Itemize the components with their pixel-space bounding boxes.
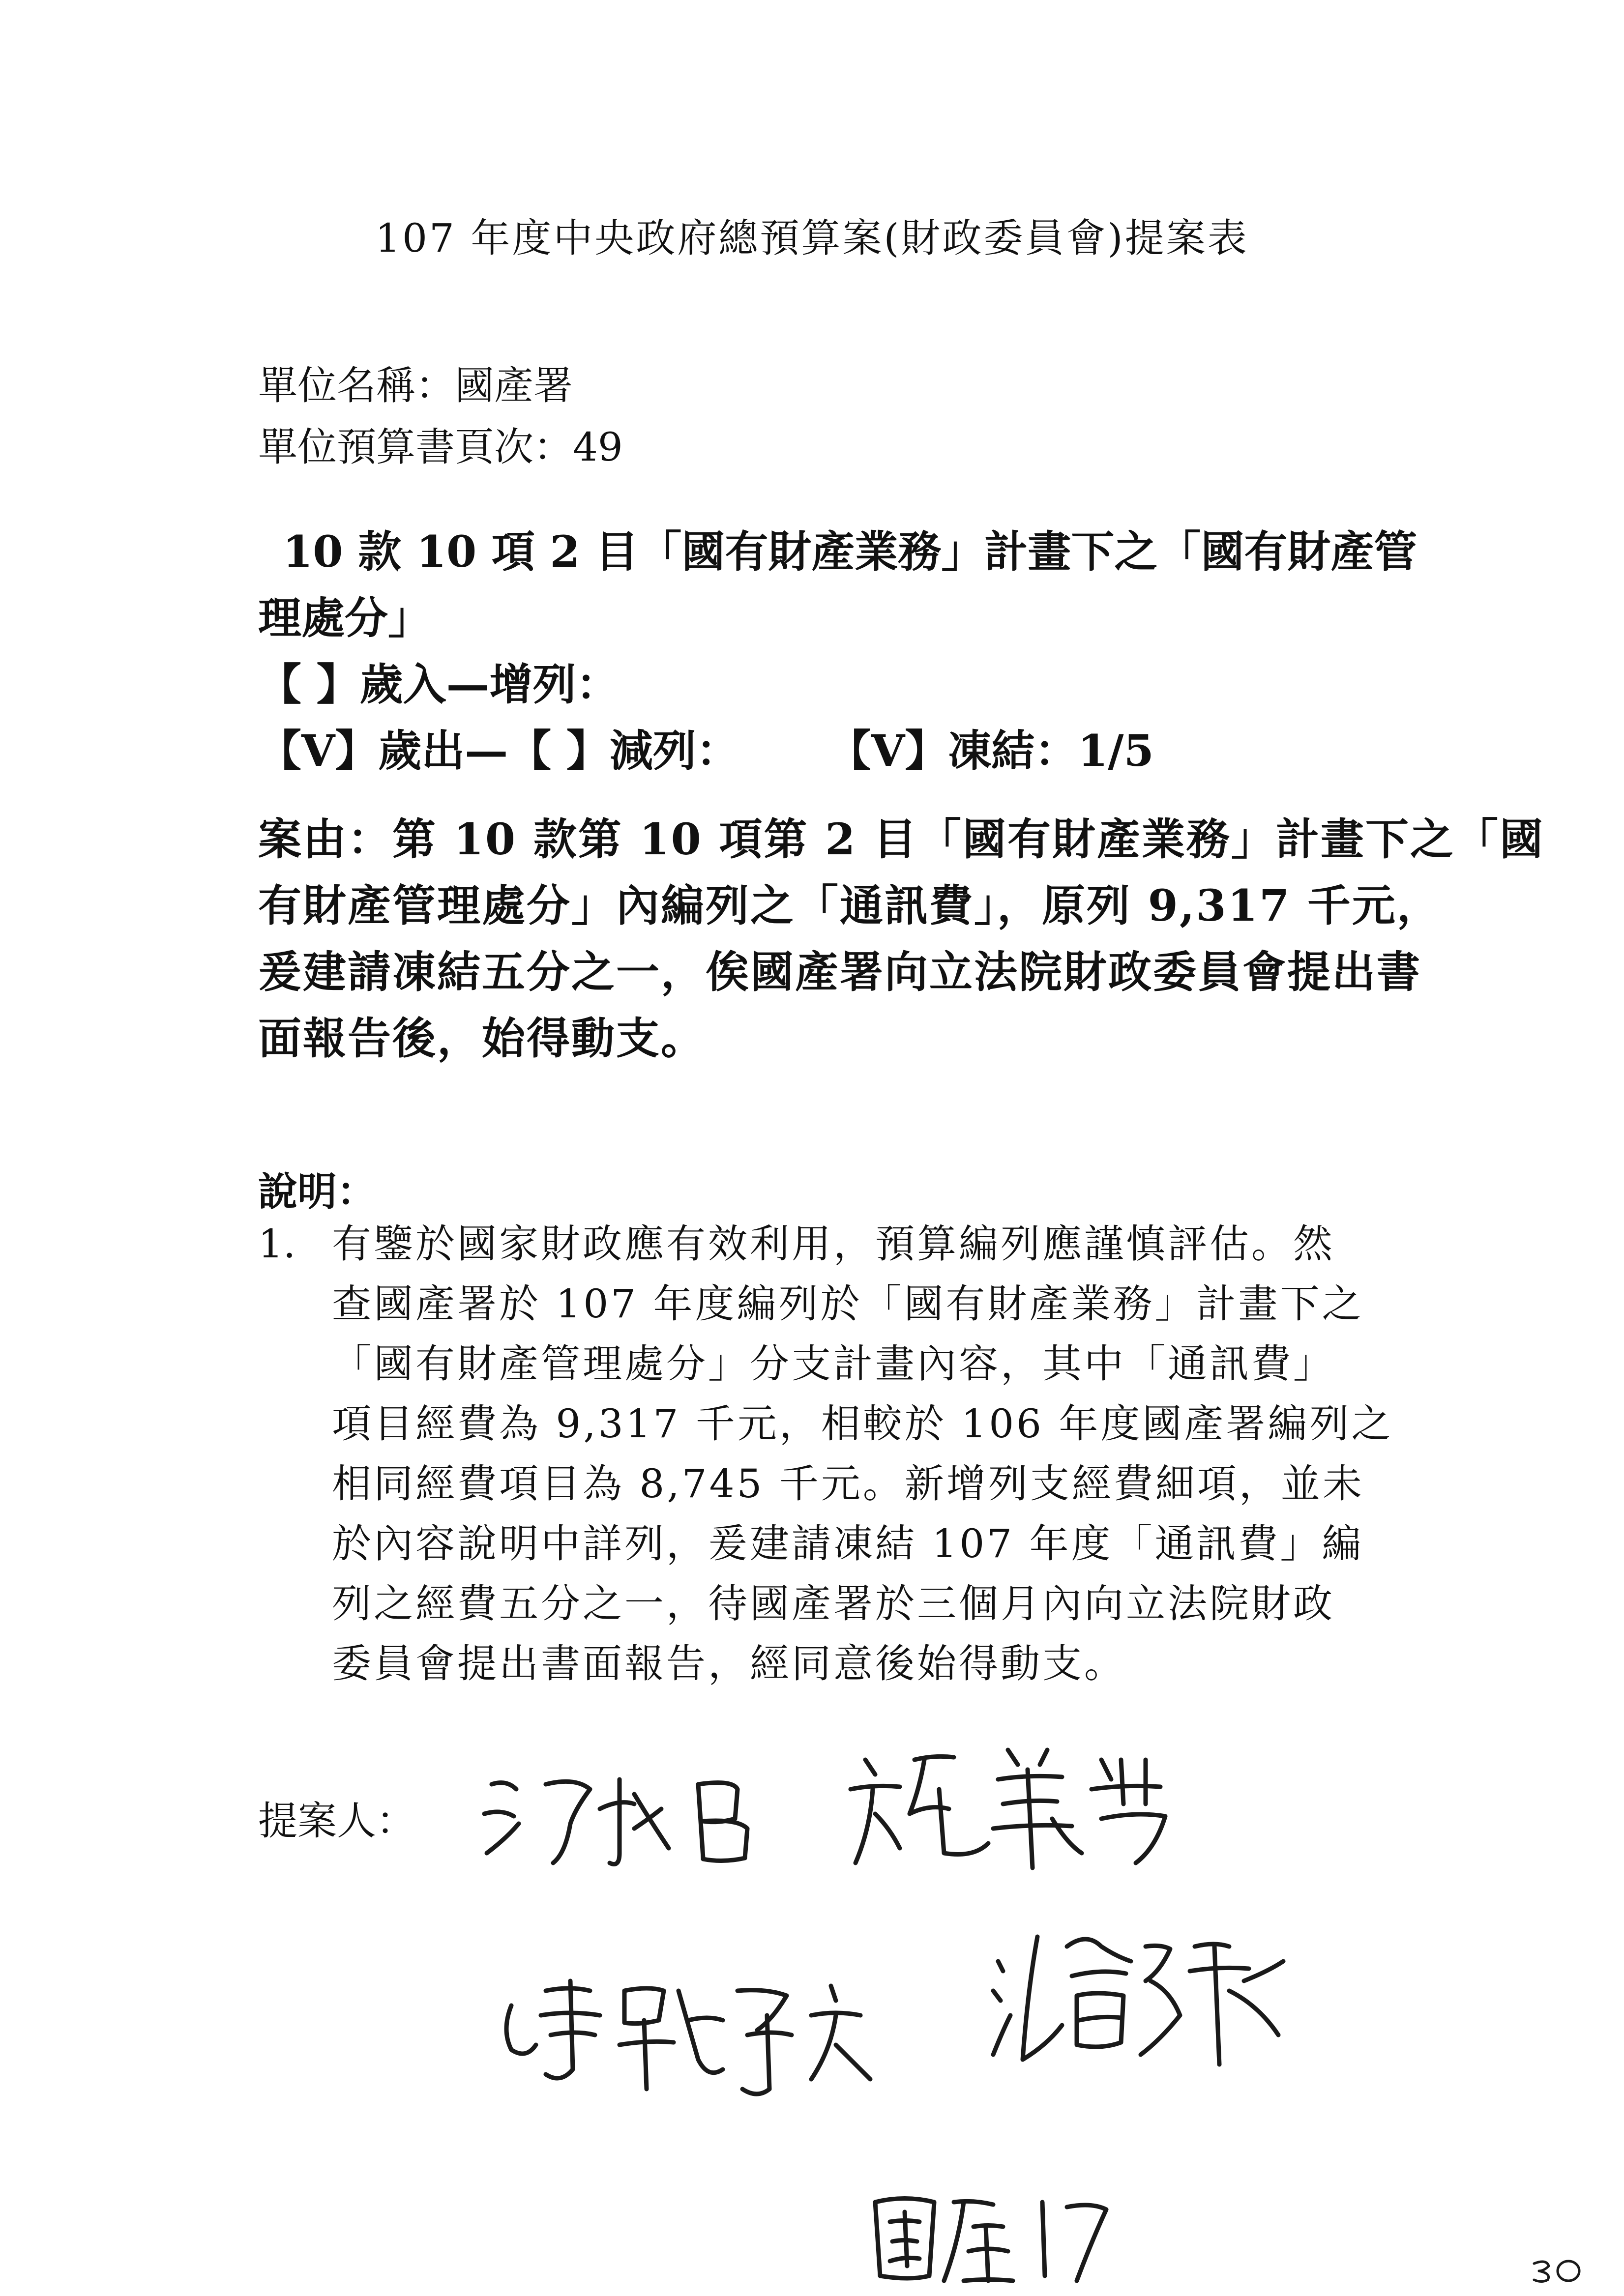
unit-name: 單位名稱：國產署	[258, 363, 573, 408]
explanation-line: 有鑒於國家財政應有效利用，預算編列應謹慎評估。然	[332, 1221, 1335, 1267]
reason-line: 案由：第 10 款第 10 項第 2 目「國有財產業務」計畫下之「國	[258, 814, 1544, 865]
proposal-reason	[258, 806, 1544, 1072]
budget-item-heading	[258, 519, 1417, 784]
freeze-ratio: 【V】凍結：1/5	[827, 725, 1154, 776]
explanation-number: 1.	[258, 1221, 296, 1267]
handwritten-note-guochan17	[865, 2182, 1121, 2291]
unit-page: 單位預算書頁次：49	[258, 424, 623, 470]
revenue-increase-line: 【 】歲入—增列：	[258, 659, 620, 710]
reason-line: 爰建請凍結五分之一，俟國產署向立法院財政委員會提出書	[258, 946, 1422, 997]
heading-line: 理處分」	[258, 592, 432, 643]
signature-chen-laisumei	[492, 1961, 934, 2109]
reason-line: 有財產管理處分」內編列之「通訊費」，原列 9,317 千元，	[258, 880, 1442, 931]
explanation-line: 相同經費項目為 8,745 千元。新增列支經費細項，並未	[332, 1461, 1364, 1507]
expenditure-line	[258, 718, 1389, 784]
reason-line: 面報告後，始得動支。	[258, 1013, 706, 1064]
explanation-line: 查國產署於 107 年度編列於「國有財產業務」計畫下之	[332, 1281, 1364, 1327]
signature-jiang-yongchang	[472, 1750, 816, 1878]
explanation-line: 委員會提出書面報告，經同意後始得動支。	[332, 1641, 1126, 1686]
signature-lu-xiuyan	[983, 1917, 1303, 2074]
expenditure-cut: 【V】歲出—【 】減列：	[258, 725, 739, 776]
explanation-line: 於內容說明中詳列，爰建請凍結 107 年度「通訊費」編	[332, 1521, 1364, 1567]
explanation-line: 「國有財產管理處分」分支計畫內容，其中「通訊費」	[332, 1341, 1335, 1387]
explanation-body	[332, 1214, 1423, 1694]
heading-line: 10 款 10 項 2 目「國有財產業務」計畫下之「國有財產管	[283, 526, 1417, 577]
document-title: 107 年度中央政府總預算案(財政委員會)提案表	[375, 215, 1249, 261]
explanation-title: 說明：	[258, 1168, 376, 1215]
signature-shi-yifang	[846, 1730, 1190, 1878]
explanation-line: 列之經費五分之一，待國產署於三個月內向立法院財政	[332, 1581, 1335, 1627]
proposer-label: 提案人：	[258, 1798, 415, 1844]
page-number-handwritten	[1529, 2256, 1588, 2286]
explanation-line: 項目經費為 9,317 千元，相較於 106 年度國產署編列之	[332, 1401, 1393, 1447]
